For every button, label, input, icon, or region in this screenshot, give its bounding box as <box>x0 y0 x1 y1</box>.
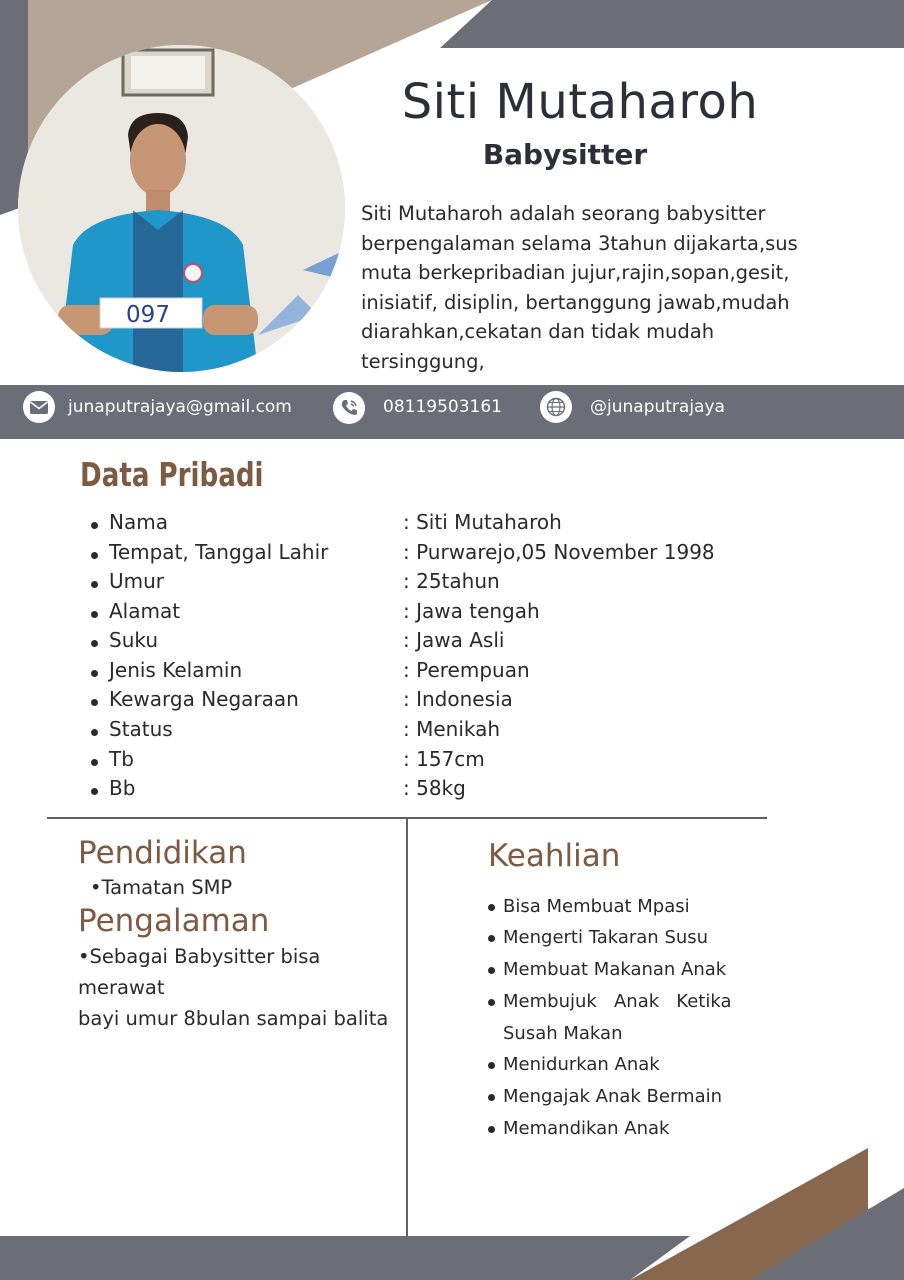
row-label: Suku <box>109 628 159 652</box>
contact-email[interactable]: junaputrajaya@gmail.com <box>68 397 292 417</box>
row-value: : Perempuan <box>403 658 530 682</box>
personal-row <box>0 540 904 570</box>
row-value: : Indonesia <box>403 687 513 711</box>
personal-row <box>0 776 904 806</box>
skill-label: Membujuk Anak Ketika <box>503 991 732 1012</box>
experience-line: bayi umur 8bulan sampai balita <box>78 1007 389 1030</box>
summary-line: diarahkan,cekatan dan tidak mudah <box>361 320 715 343</box>
row-label: Kewarga Negaraan <box>109 687 299 711</box>
bullet <box>91 581 98 588</box>
personal-row <box>0 658 904 688</box>
personal-row <box>0 569 904 599</box>
row-label: Jenis Kelamin <box>109 658 243 682</box>
bullet <box>488 1094 495 1101</box>
bullet <box>91 729 98 736</box>
column-divider <box>406 819 408 1236</box>
candidate-name: Siti Mutaharoh <box>401 74 759 130</box>
row-value: : Jawa Asli <box>403 628 505 652</box>
skill-label: Mengajak Anak Bermain <box>503 1086 723 1107</box>
row-label: Bb <box>109 776 136 800</box>
row-value: : 58kg <box>403 776 466 800</box>
row-label: Tempat, Tanggal Lahir <box>109 540 329 564</box>
summary-line: tersinggung, <box>361 349 485 373</box>
section-title-pendidikan: Pendidikan <box>78 835 247 871</box>
row-value: : Purwarejo,05 November 1998 <box>403 540 715 564</box>
bullet <box>91 788 98 795</box>
bullet <box>91 522 98 529</box>
skill-label: Menidurkan Anak <box>503 1054 660 1075</box>
skill-label: Bisa Membuat Mpasi <box>503 896 690 917</box>
bullet <box>91 611 98 618</box>
skill-label: Memandikan Anak <box>503 1118 670 1139</box>
row-label: Alamat <box>109 599 181 623</box>
row-value: : 157cm <box>403 747 485 771</box>
bullet <box>488 1062 495 1069</box>
contact-social[interactable]: @junaputrajaya <box>590 397 725 417</box>
row-label: Nama <box>109 510 168 534</box>
section-title-pengalaman: Pengalaman <box>78 903 270 939</box>
row-label: Umur <box>109 569 165 593</box>
bullet <box>91 699 98 706</box>
bullet <box>91 670 98 677</box>
skill-label: Membuat Makanan Anak <box>503 959 727 980</box>
experience-line: •Sebagai Babysitter bisa merawat <box>78 945 321 999</box>
education-item: •Tamatan SMP <box>90 876 233 899</box>
row-value: : Jawa tengah <box>403 599 540 623</box>
personal-row <box>0 510 904 540</box>
summary-line: muta berkepribadian jujur,rajin,sopan,gesit, <box>361 261 790 284</box>
bullet <box>488 967 495 974</box>
personal-row <box>0 687 904 717</box>
experience-text <box>78 941 398 1034</box>
bullet <box>91 552 98 559</box>
summary-line: inisiatif, disiplin, bertanggung jawab,mudah <box>361 290 790 314</box>
mail-icon <box>23 391 55 423</box>
photo-card-number: 097 <box>126 302 170 328</box>
skill-label: Mengerti Takaran Susu <box>503 927 709 948</box>
bullet <box>91 759 98 766</box>
row-value: : Menikah <box>403 717 501 741</box>
row-label: Status <box>109 717 173 741</box>
section-title-data-pribadi: Data Pribadi <box>80 455 264 494</box>
skill-label: Susah Makan <box>503 1023 623 1044</box>
personal-row <box>0 747 904 777</box>
personal-row <box>0 717 904 747</box>
row-value: : 25tahun <box>403 569 500 593</box>
job-title: Babysitter <box>482 138 648 171</box>
row-label: Tb <box>109 747 134 771</box>
bullet <box>488 1126 495 1133</box>
bullet <box>91 640 98 647</box>
personal-row <box>0 628 904 658</box>
summary-line: berpengalaman selama 3tahun dijakarta,sus <box>361 231 798 255</box>
bullet <box>488 999 495 1006</box>
bullet <box>488 904 495 911</box>
summary-line: Siti Mutaharoh adalah seorang babysitter <box>361 202 766 225</box>
phone-icon <box>333 392 365 424</box>
section-title-keahlian: Keahlian <box>488 838 621 874</box>
profile-summary <box>361 199 831 376</box>
globe-icon <box>540 391 572 423</box>
personal-row <box>0 599 904 629</box>
profile-photo <box>18 45 345 372</box>
contact-phone[interactable]: 08119503161 <box>383 397 502 417</box>
row-value: : Siti Mutaharoh <box>403 510 562 534</box>
bullet <box>488 935 495 942</box>
